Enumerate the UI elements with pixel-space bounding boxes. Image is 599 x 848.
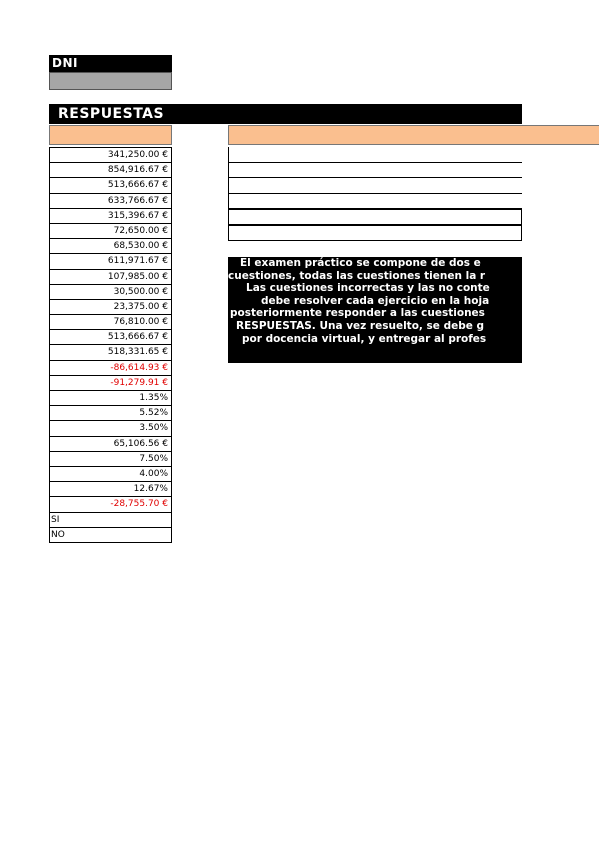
answer-cell[interactable]: 23,375.00 € — [50, 299, 171, 314]
instructions-line: debe resolver cada ejercicio en la hoja — [261, 294, 490, 307]
answer-cell[interactable]: -91,279.91 € — [50, 375, 171, 390]
instructions-line: por docencia virtual, y entregar al profes — [242, 332, 487, 345]
answer-cell[interactable]: 30,500.00 € — [50, 284, 171, 299]
answer-cell[interactable]: 611,971.67 € — [50, 253, 171, 268]
answer-line[interactable] — [228, 163, 522, 179]
answer-cell[interactable]: 315,396.67 € — [50, 208, 171, 223]
answers-list — [49, 147, 172, 543]
instructions-box — [228, 257, 522, 363]
answer-line[interactable] — [228, 225, 522, 241]
answer-cell[interactable]: 12.67% — [50, 481, 171, 496]
answer-cell[interactable]: 633,766.67 € — [50, 193, 171, 208]
answer-cell[interactable]: 854,916.67 € — [50, 162, 171, 177]
answer-line[interactable] — [228, 147, 522, 163]
answer-line[interactable] — [228, 209, 522, 225]
answer-cell[interactable]: 65,106.56 € — [50, 436, 171, 451]
answer-cell[interactable]: 3.50% — [50, 420, 171, 435]
answer-cell[interactable]: 68,530.00 € — [50, 238, 171, 253]
answers-column-header-cell[interactable] — [49, 125, 172, 145]
answer-lines — [228, 147, 522, 241]
answer-cell[interactable]: 1.35% — [50, 390, 171, 405]
answer-cell[interactable]: 513,666.67 € — [50, 177, 171, 192]
answer-cell[interactable]: 341,250.00 € — [50, 147, 171, 162]
instructions-line: cuestiones, todas las cuestiones tienen la r — [228, 269, 486, 282]
answer-cell[interactable]: 7.50% — [50, 451, 171, 466]
answer-cell[interactable]: 72,650.00 € — [50, 223, 171, 238]
answer-line[interactable] — [228, 194, 522, 210]
dni-label: DNI — [49, 55, 172, 72]
instructions-line: Las cuestiones incorrectas y las no conte — [246, 282, 490, 295]
dni-input-cell[interactable] — [49, 72, 172, 90]
respuestas-header: RESPUESTAS — [49, 104, 522, 124]
answer-line[interactable] — [228, 178, 522, 194]
answer-cell[interactable]: 518,331.65 € — [50, 344, 171, 359]
instructions-line: posteriormente responder a las cuestiones — [230, 307, 485, 320]
answer-cell[interactable]: 76,810.00 € — [50, 314, 171, 329]
answer-cell[interactable]: 513,666.67 € — [50, 329, 171, 344]
answer-cell[interactable]: SI — [50, 512, 171, 527]
answer-cell[interactable]: -86,614.93 € — [50, 360, 171, 375]
instructions-line: El examen práctico se compone de dos e — [240, 257, 481, 269]
answer-cell[interactable]: -28,755.70 € — [50, 496, 171, 511]
answer-cell[interactable]: 4.00% — [50, 466, 171, 481]
instructions-line: RESPUESTAS. Una vez resuelto, se debe g — [236, 319, 485, 332]
answer-cell[interactable]: 5.52% — [50, 405, 171, 420]
answer-cell[interactable]: NO — [50, 527, 171, 542]
questions-column-header-cell[interactable] — [228, 125, 599, 145]
answer-cell[interactable]: 107,985.00 € — [50, 269, 171, 284]
